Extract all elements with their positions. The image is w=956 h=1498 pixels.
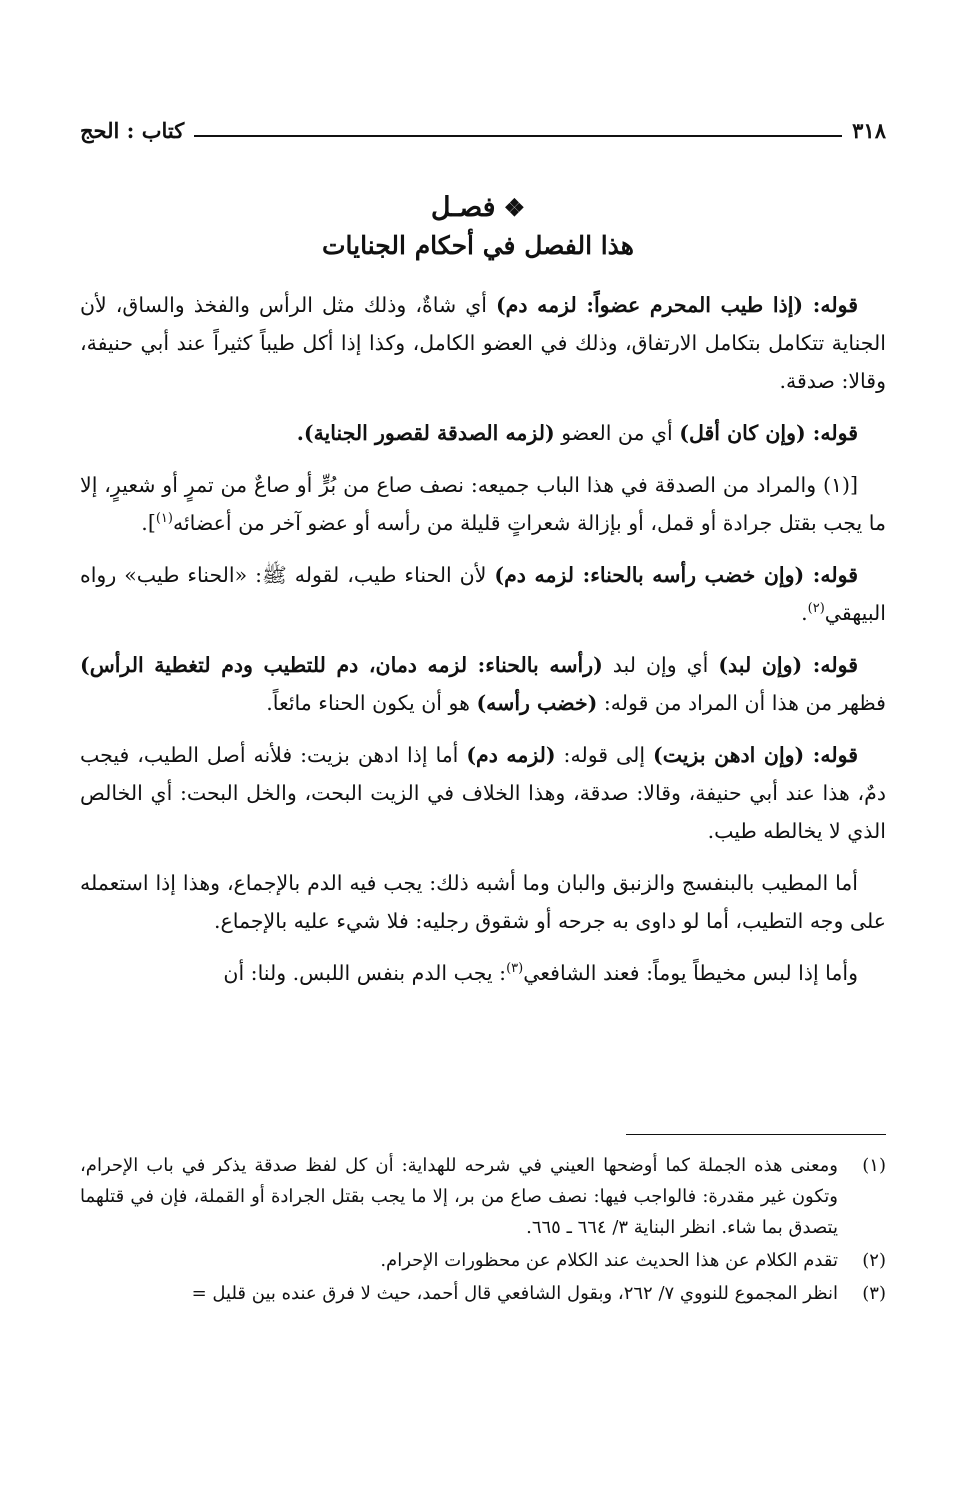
paragraph-text: [(١) والمراد من الصدقة في هذا الباب جميعه: نصف صاع من بُرٍّ أو صاعٌ من تمرٍ أو شعيرٍ، إلا ما يجب بقتل جرادة أو قمل، أو بإزالة شعراتٍ قليلة من رأسه أو عضو آخر من أعضائه [80,473,886,535]
paragraph [80,864,886,940]
paragraph-text: أي من العضو [554,421,680,445]
paragraph-text: وأما إذا لبس مخيطاً يوماً: فعند الشافعي [523,961,858,985]
footnote-ref: (٢) [807,601,825,617]
quoted-text: (لزمه دم) [466,743,556,767]
footnote-ref: (١) [155,511,173,527]
book-title: كتاب : الحج [80,118,185,143]
paragraph [80,736,886,850]
paragraph [80,646,886,722]
footnote-text: ومعنى هذه الجملة كما أوضحها العيني في شرحه للهداية: أن كل لفظ صدقة يذكر في باب الإحرام، وتكون غير مقدرة: فالواجب فيها: نصف صاع من بر، إلا ما يجب بقتل الجرادة أو القملة، فإن في قتلهما يتصدق بما شاء. انظر البناية ٣/ ٦٦٤ ـ ٦٦٥. [80,1155,838,1238]
paragraph [80,556,886,632]
paragraph [80,466,886,542]
body-text [80,286,886,1006]
paragraph-text: : يجب الدم بنفس اللبس. ولنا: أن [223,961,507,985]
header-rule [194,135,842,137]
paragraph [80,414,886,452]
footnote-number: (٢) [862,1250,886,1271]
paragraph-text: أي وإن لبد [602,653,719,677]
paragraph-text: هو أن يكون الحناء مائعاً. [266,691,477,715]
paragraph-text: لأن الحناء طيب، لقوله ﷺ: «الحناء طيب» رواه البيهقي [80,563,886,625]
footnote-separator [626,1134,886,1135]
footnotes [80,1150,886,1311]
footnote [80,1278,886,1309]
running-head [80,118,886,143]
paragraph-text: أي شاةٌ، وذلك مثل الرأس والفخذ والساق، لأن الجناية تتكامل بتكامل الارتفاق، وذلك في العضو الكامل، وكذا إذا أكل طيباً كثيراً عند أبي حنيفة، وقالا: صدقة. [80,293,886,393]
quoted-text: قوله: (وإن كان أقل) [679,421,858,445]
footnote [80,1245,886,1276]
section-label: فصـل [430,192,496,223]
quoted-text: قوله: (وإن لبد) [718,653,858,677]
footnote [80,1150,886,1243]
quoted-text: قوله: (إذا طيب المحرم عضواً: لزمه دم) [495,293,858,317]
paragraph [80,954,886,992]
quoted-text: قوله: (وإن خضب رأسه بالحناء: لزمه دم) [494,563,858,587]
footnote-ref: (٣) [506,961,524,977]
paragraph-text: . [801,601,808,625]
paragraph [80,286,886,400]
page-number: ٣١٨ [852,118,886,143]
paragraph-text: إلى قوله: [555,743,653,767]
footnote-text: تقدم الكلام عن هذا الحديث عند الكلام عن محظورات الإحرام. [380,1250,838,1271]
paragraph-text: ]. [141,511,156,535]
quoted-text: قوله: (وإن ادهن بزيت) [653,743,858,767]
footnote-text: انظر المجموع للنووي ٧/ ٢٦٢، وبقول الشافعي قال أحمد، حيث لا فرق عنده بين قليل = [191,1283,838,1304]
quoted-text: (خضب رأسه) [476,691,598,715]
quoted-text: (رأسه بالحناء: لزمه دمان، دم للتطيب ودم لتغطية الرأس) [80,653,603,677]
paragraph-text: أما المطيب بالبنفسج والزنبق والبان وما أشبه ذلك: يجب فيه الدم بالإجماع، وهذا إذا استعمله على وجه التطيب، أما لو داوى به جرحه أو شقوق رجليه: فلا شيء عليه بالإجماع. [80,871,886,933]
footnote-number: (٣) [862,1283,886,1304]
paragraph-text: أما إذا ادهن بزيت: فلأنه أصل الطيب، فيجب دمٌ، هذا عند أبي حنيفة، وقالا: صدقة، وهذا الخلاف في الزيت البحت، والخل البحت: أي الخالص الذي لا يخالطه طيب. [80,743,886,843]
chapter-heading [0,190,956,266]
paragraph-text: فظهر من هذا أن المراد من قوله: [597,691,886,715]
footnote-number: (١) [862,1155,886,1176]
section-subtitle: هذا الفصل في أحكام الجنايات [322,231,634,260]
quoted-text: (لزمه الصدقة لقصور الجناية). [296,421,555,445]
ornament-flower-icon: ❖ [503,193,526,222]
